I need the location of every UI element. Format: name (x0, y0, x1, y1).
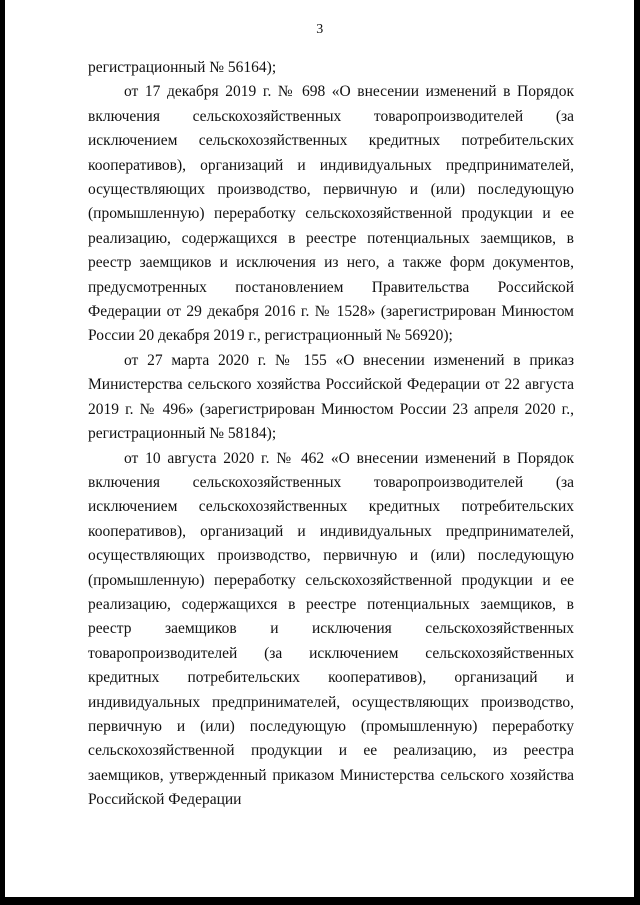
paragraph-order-462: от 10 августа 2020 г. № 462 «О внесении изменений в Порядок включения сельскохозяйственных товаропроизводителей (за исключением сельскохозяйственных кредитных потребительских кооперативов), организаций и индивидуальных предпринимателей, осуществляющих производство, первичную и (или) последующую (промышленную) переработку сельскохозяйственной продукции и ее реализацию, содержащихся в реестре потенциальных заемщиков, в реестр заемщиков и исключения сельскохозяйственных товаропроизводителей (за исключением сельскохозяйственных кредитных потребительских кооперативов), организаций и индивидуальных предпринимателей, осуществляющих производство, первичную и (или) последующую (промышленную) переработку сельскохозяйственной продукции и ее реализацию, из реестра заемщиков, утвержденный приказом Министерства сельского хозяйства Российской Федерации (88, 449, 574, 809)
paragraph-order-155: от 27 марта 2020 г. № 155 «О внесении изменений в приказ Министерства сельского хозяйства Российской Федерации от 22 августа 2019 г. № 496» (зарегистрирован Минюстом России 23 апреля 2020 г., регистрационный № 58184); (88, 351, 574, 443)
paragraph-order-698: от 17 декабря 2019 г. № 698 «О внесении изменений в Порядок включения сельскохозяйственных товаропроизводителей (за исключением сельскохозяйственных кредитных потребительских кооперативов), организаций и индивидуальных предпринимателей, осуществляющих производство, первичную и (или) последующую (промышленную) переработку сельскохозяйственной продукции и ее реализацию, содержащихся в реестре потенциальных заемщиков, в реестр заемщиков и исключения из него, а также форм документов, предусмотренных постановлением Правительства Российской Федерации от 29 декабря 2016 г. № 1528» (зарегистрирован Минюстом России 20 декабря 2019 г., регистрационный № 56920); (88, 83, 574, 345)
scan-edge-bottom (0, 897, 640, 905)
scan-edge-left (0, 0, 5, 905)
document-body (88, 56, 574, 813)
page-number: 3 (316, 22, 324, 37)
scan-edge-right (634, 0, 640, 905)
paragraph-continuation: регистрационный № 56164); (88, 59, 277, 76)
